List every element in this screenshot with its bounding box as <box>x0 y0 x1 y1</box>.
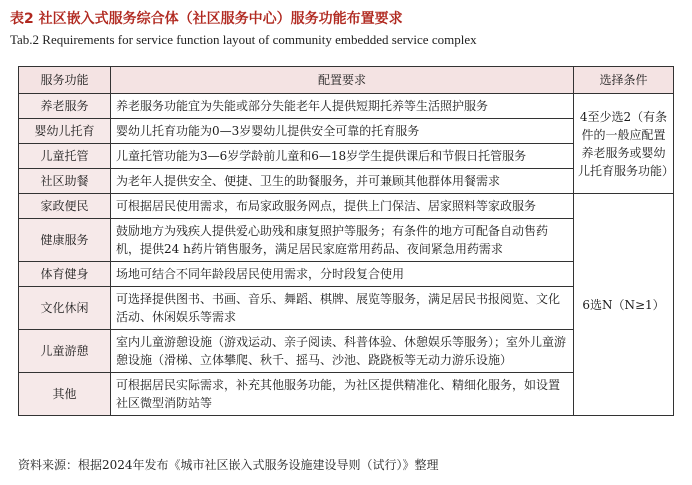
row-function: 家政便民 <box>19 194 111 219</box>
table-row <box>19 194 674 219</box>
row-function: 文化休闲 <box>19 287 111 330</box>
condition-group-1: 4至少选2（有条件的一般应配置养老服务或婴幼儿托育服务功能） <box>574 94 674 194</box>
table-title-en: Tab.2 Requirements for service function layout of community embedded service complex <box>10 32 477 47</box>
row-function: 健康服务 <box>19 219 111 262</box>
row-function: 养老服务 <box>19 94 111 119</box>
row-requirement: 养老服务功能宜为失能或部分失能老年人提供短期托养等生活照护服务 <box>111 94 574 119</box>
row-function: 婴幼儿托育 <box>19 119 111 144</box>
row-requirement: 可根据居民使用需求，布局家政服务网点，提供上门保洁、居家照料等家政服务 <box>111 194 574 219</box>
row-function: 其他 <box>19 373 111 416</box>
condition-group-2: 6选N（N≥1） <box>574 194 674 416</box>
header-selection-condition: 选择条件 <box>574 67 674 94</box>
row-requirement: 婴幼儿托育功能为0—3岁婴幼儿提供安全可靠的托育服务 <box>111 119 574 144</box>
row-function: 社区助餐 <box>19 169 111 194</box>
table-row <box>19 94 674 119</box>
table-header-row <box>19 67 674 94</box>
row-requirement: 儿童托管功能为3—6岁学龄前儿童和6—18岁学生提供课后和节假日托管服务 <box>111 144 574 169</box>
header-requirements: 配置要求 <box>111 67 574 94</box>
row-requirement: 为老年人提供安全、便捷、卫生的助餐服务，并可兼顾其他群体用餐需求 <box>111 169 574 194</box>
row-function: 体育健身 <box>19 262 111 287</box>
row-function: 儿童游憩 <box>19 330 111 373</box>
service-function-table <box>18 66 674 416</box>
row-requirement: 鼓励地方为残疾人提供爱心助残和康复照护等服务；有条件的地方可配备自动售药机，提供24 h药片销售服务，满足居民家庭常用药品、夜间紧急用药需求 <box>111 219 574 262</box>
source-note: 资料来源：根据2024年发布《城市社区嵌入式服务设施建设导则（试行）》整理 <box>18 458 439 472</box>
row-requirement: 场地可结合不同年龄段居民使用需求，分时段复合使用 <box>111 262 574 287</box>
row-requirement: 可根据居民实际需求，补充其他服务功能，为社区提供精准化、精细化服务，如设置社区微型消防站等 <box>111 373 574 416</box>
row-requirement: 可选择提供图书、书画、音乐、舞蹈、棋牌、展览等服务，满足居民书报阅览、文化活动、休闲娱乐等需求 <box>111 287 574 330</box>
header-service-function: 服务功能 <box>19 67 111 94</box>
row-requirement: 室内儿童游憩设施（游戏运动、亲子阅读、科普体验、休憩娱乐等服务）；室外儿童游憩设施（滑梯、立体攀爬、秋千、摇马、沙池、跷跷板等无动力游乐设施） <box>111 330 574 373</box>
row-function: 儿童托管 <box>19 144 111 169</box>
table-title-cn: 表2 社区嵌入式服务综合体（社区服务中心）服务功能布置要求 <box>10 11 403 27</box>
